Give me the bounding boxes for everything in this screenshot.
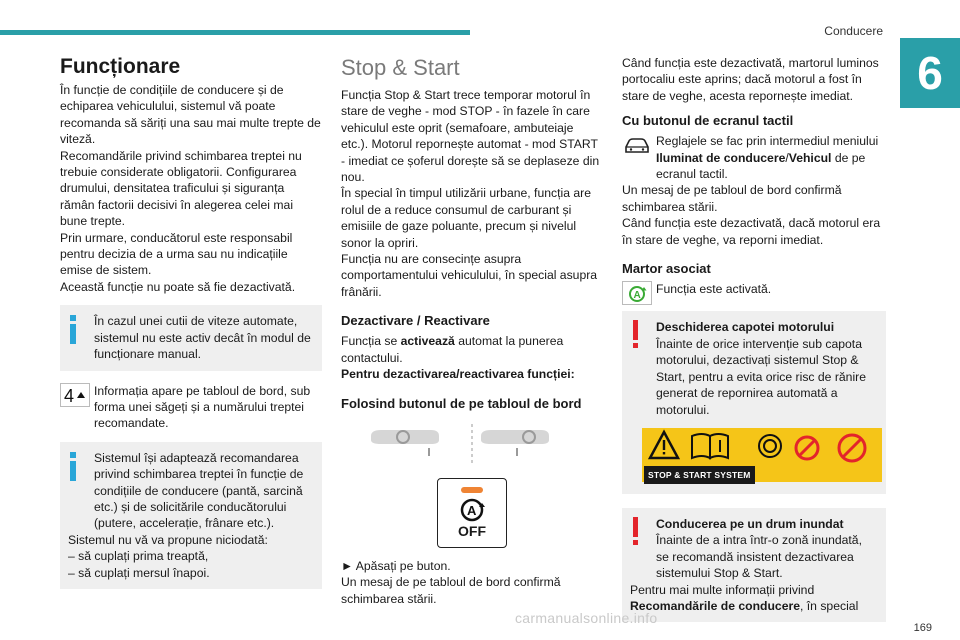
warning-more: Pentru mai multe informații privind Recomandările de conducere, în special xyxy=(630,582,859,613)
paragraph: Funcția Stop & Start trece temporar motorul în stare de veghe - mod STOP - în fazele în care vehiculul este oprit (semafoare, ambuteiaje etc.). Motorul repornește automat - mod START - imediat ce șoferul dorește să se deplaseze din nou. xyxy=(341,88,600,185)
dashboard-illustration xyxy=(341,422,603,470)
svg-text:A: A xyxy=(633,290,641,302)
stop-start-warning-banner xyxy=(642,428,882,482)
green-stop-start-lamp-icon xyxy=(622,281,652,305)
dashboard-right-icon xyxy=(481,430,549,456)
touch-text: Reglajele se fac prin intermediul meniului Iluminat de conducere/Vehicul de pe ecranul tactil. xyxy=(656,134,879,182)
warning-box-flooded xyxy=(622,508,886,622)
car-icon xyxy=(622,133,652,157)
info-icon xyxy=(68,315,78,345)
stop-start-off-button[interactable] xyxy=(437,478,507,548)
paragraph: În funcție de condițiile de conducere și de echiparea vehiculului, sistemul vă poate recomanda să săriți una sau mai multe trepte de viteză. xyxy=(60,83,321,147)
column-stop-start xyxy=(341,55,603,607)
paragraph: Un mesaj de pe tabloul de bord confirmă schimbarea stării. xyxy=(622,183,842,214)
paragraph: Când funcția este dezactivată, dacă motorul era în stare de veghe, va reporni imediat. xyxy=(622,216,881,247)
step-instruction: ► Apăsați pe buton. xyxy=(341,558,451,573)
paragraph: În special în timpul utilizării urbane, funcția are rolul de a reduce consumul de carburant și emisiile de gaze poluante, precum și nivelul sonor la opriri. xyxy=(341,186,591,250)
lamp-note xyxy=(622,281,886,302)
warning-text: Înainte de orice intervenție sub capota motorului, dezactivați sistemul Stop & Start, pentru a evita orice risc de rănire generat de repornirea automată a motorului. xyxy=(656,336,866,417)
page-number: 169 xyxy=(913,622,932,634)
paragraph: Funcția nu are consecințe asupra comportamentului vehiculului, în special asupra frânării. xyxy=(341,252,598,299)
heading-deactivate: Dezactivare / Reactivare xyxy=(341,313,490,329)
gear-shift-indicator-icon xyxy=(60,383,90,407)
list-item: – să cuplați prima treaptă, xyxy=(68,549,209,564)
hazard-symbols-icon xyxy=(642,428,882,468)
section-title: Conducere xyxy=(824,24,883,38)
info-text: Sistemul își adaptează recomandarea privind schimbarea treptei în funcție de condițiile de conducere (pantă, sarcină etc.) și de solicitările conducătorului (putere, accelerație, frânare etc.). xyxy=(94,450,304,531)
info-text: În cazul unei cutii de viteze automate, sistemul nu este activ decât în modul de funcționare manual. xyxy=(94,314,311,362)
heading-dashboard-button: Folosind butonul de pe tabloul de bord xyxy=(341,395,582,411)
info-text: Sistemul nu vă va propune niciodată: xyxy=(68,532,268,547)
watermark: carmanualsonline.info xyxy=(515,610,658,626)
list-item: – să cuplați mersul înapoi. xyxy=(68,565,210,580)
header-accent-bar xyxy=(0,30,470,35)
info-box-automatic xyxy=(60,305,322,370)
column-functionare xyxy=(60,55,322,589)
warning-icon xyxy=(632,517,640,547)
dashboard-left-icon xyxy=(371,430,439,456)
warning-text: Înainte de a intra într-o zonă inundată, se recomandă insistent dezactivarea sistemului Stop & Start. xyxy=(656,533,862,581)
column-stop-start-cont xyxy=(622,55,886,622)
heading-stop-start: Stop & Start xyxy=(341,55,460,80)
gear-note-text: Informația apare pe tabloul de bord, sub forma unei săgeți și a numărului treptei recomandate. xyxy=(94,383,311,431)
paragraph: Funcția se activează automat la punerea contactului. xyxy=(341,334,564,365)
heading-touch-screen: Cu butonul de ecranul tactil xyxy=(622,113,794,129)
heading-associated-lamp: Martor asociat xyxy=(622,261,711,277)
chapter-number: 6 xyxy=(900,38,960,108)
info-icon xyxy=(68,452,78,482)
warning-title: Deschiderea capotei motorului xyxy=(656,320,835,335)
warning-title: Conducerea pe un drum inundat xyxy=(656,516,844,531)
paragraph: Recomandările privind schimbarea treptei nu trebuie considerate obligatorii. Configurarea drumului, densitatea traficului și siguranța rămân factorii decisivi în alegerea celei mai bune trepte. xyxy=(60,148,302,229)
paragraph: Când funcția este dezactivată, martorul luminos portocaliu este aprins; dacă motorul a fost în stare de veghe, acesta repornește imediat. xyxy=(622,56,879,103)
warning-box-bonnet xyxy=(622,311,886,493)
stop-start-system-label: STOP & START SYSTEM xyxy=(644,466,755,484)
paragraph-bold: Pentru dezactivarea/reactivarea funcției: xyxy=(341,367,575,382)
info-box-adapt xyxy=(60,442,322,589)
gear-icon-number: 4 xyxy=(64,385,75,406)
svg-text:A: A xyxy=(467,502,477,518)
heading-functionare: Funcționare xyxy=(60,55,181,78)
warning-icon xyxy=(632,320,640,350)
off-label: OFF xyxy=(458,522,486,539)
paragraph: Un mesaj de pe tabloul de bord confirmă schimbarea stării. xyxy=(341,575,561,606)
touch-screen-note xyxy=(622,133,886,182)
paragraph: Această funcție nu poate să fie dezactivată. xyxy=(60,279,296,294)
lamp-text: Funcția este activată. xyxy=(656,282,772,297)
gear-indicator-note xyxy=(60,383,322,432)
paragraph: Prin urmare, conducătorul este responsabil pentru decizia de a urma sau nu indicațiile emise de sistem. xyxy=(60,230,293,278)
